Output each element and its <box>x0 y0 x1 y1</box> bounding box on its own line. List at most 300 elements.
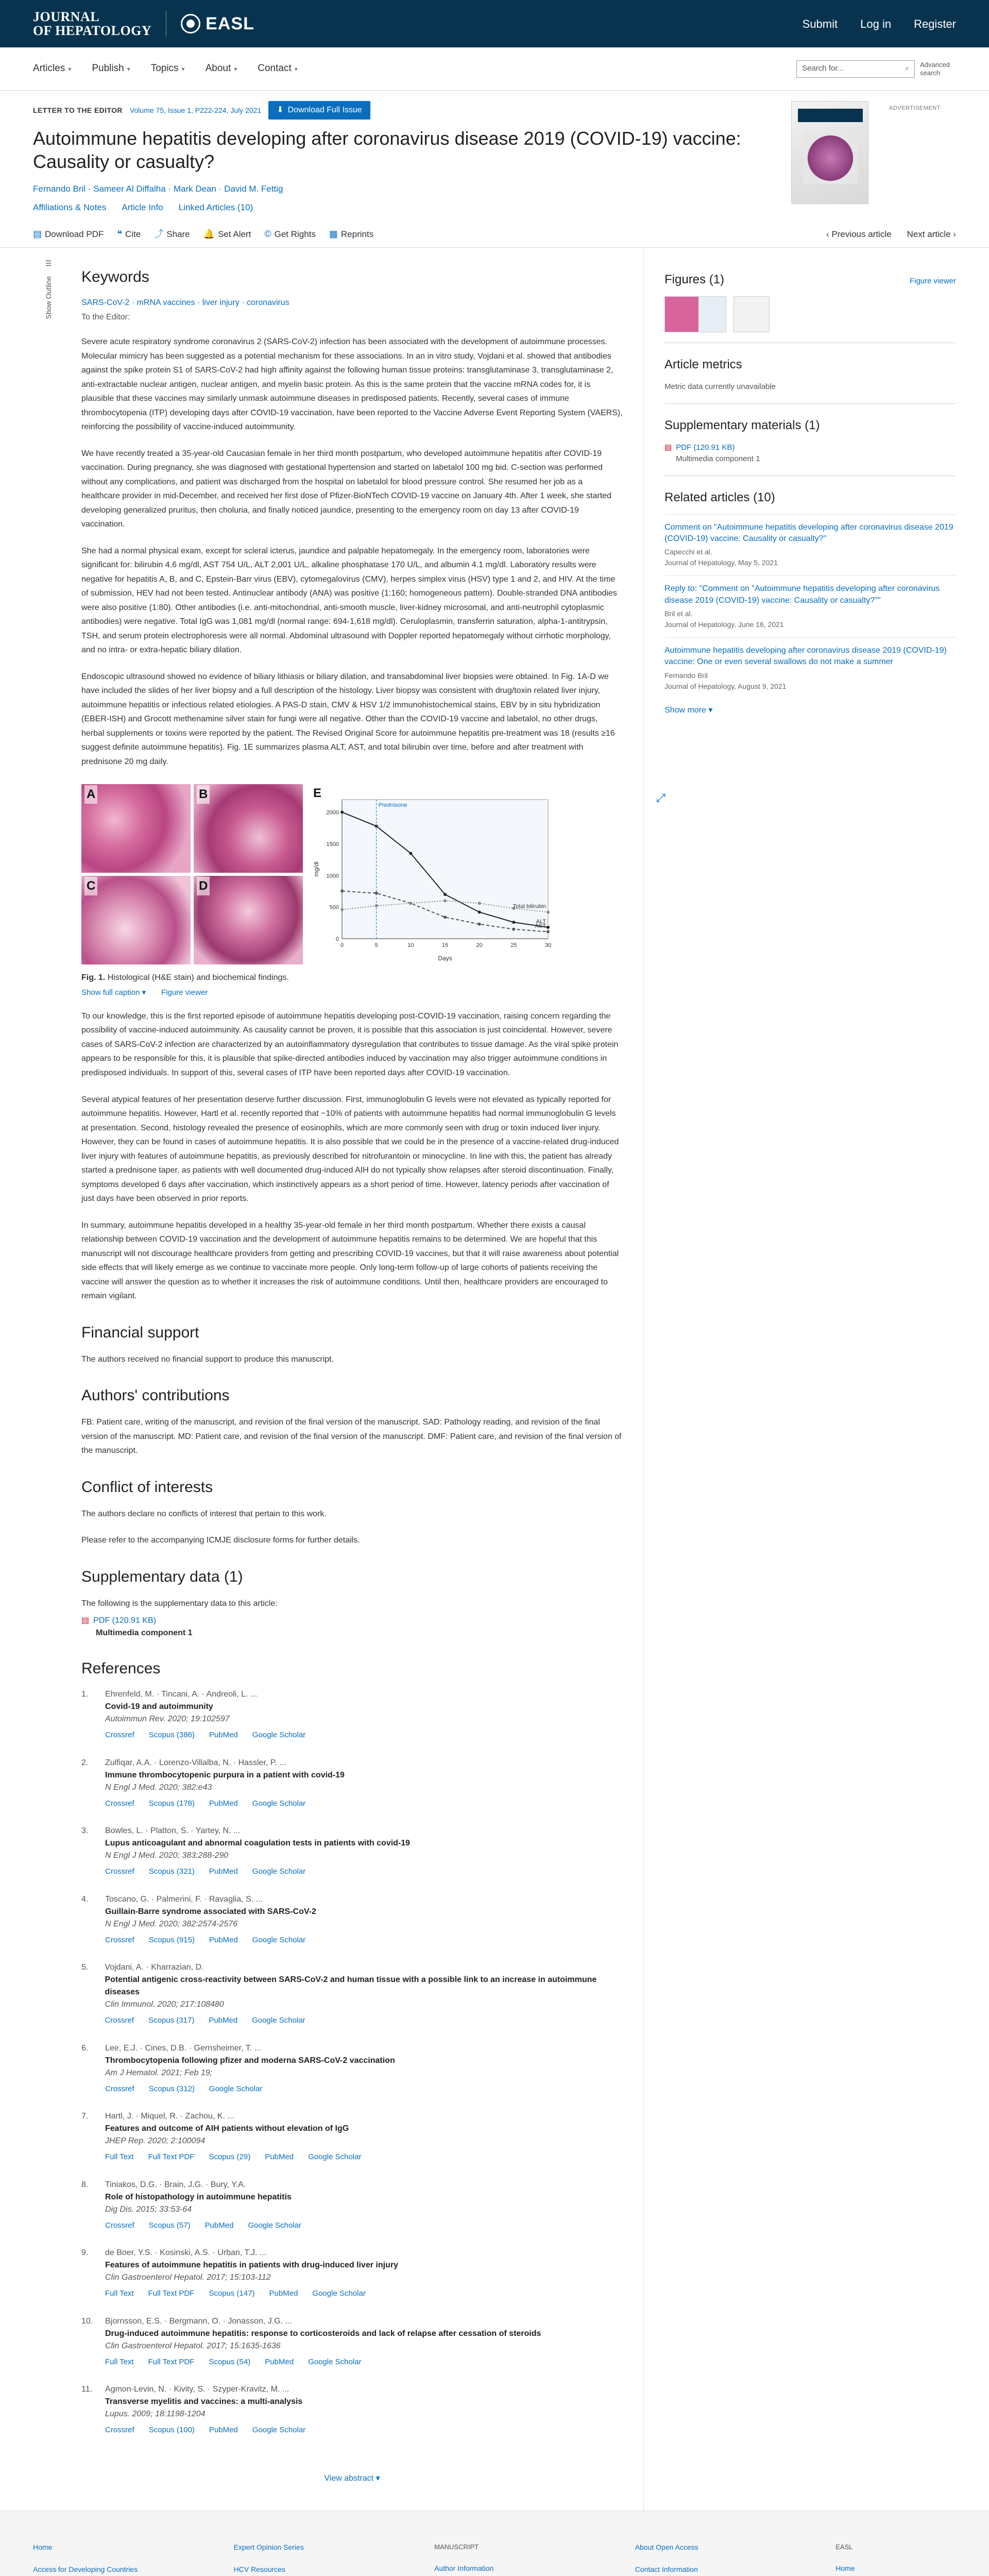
x-tick-label: 20 <box>476 942 483 949</box>
figure-viewer-link[interactable]: Figure viewer <box>161 988 208 997</box>
related-article-meta: Capecchi et al. Journal of Hepatology, May 5, 2021 <box>664 548 778 567</box>
histology-panel-a <box>81 784 191 873</box>
article-info-link[interactable]: Article Info <box>122 202 163 212</box>
reference-link[interactable]: Google Scholar <box>252 1731 306 1740</box>
x-tick-label: 0 <box>340 942 344 949</box>
body-paragraph: To our knowledge, this is the first reported episode of autoimmune hepatitis developing post-COVID-19 vaccination, raising concern regarding the possibility of vaccine-induced autoimmunity. As causality cannot be proven, it is possible that this association is just coincidental. However, severe cases of SARS-CoV-2 infection are characterized by an autoinflammatory dysregulation that contributes to tissue damage. As the viral spike protein appears to be responsible for this, it is plausible that spike-directed antibodies induced by vaccination may also trigger autoimmune conditions in predisposed individuals. In support of this, several cases of ITP have been reported days after COVID-19 vaccination. <box>81 1011 619 1077</box>
previous-article-link[interactable] <box>826 228 892 241</box>
panel-label: A <box>84 785 97 804</box>
reference-source: N Engl J Med. 2020; 382:2574-2576 <box>105 1919 238 1928</box>
financial-support-text: The authors received no financial support to produce this manuscript. <box>81 1354 334 1364</box>
reference-item <box>81 1893 623 1946</box>
previous-article-label: Previous article <box>831 229 892 239</box>
article-header <box>0 91 989 223</box>
share-icon: ⤴ <box>154 229 164 239</box>
reference-link[interactable]: Google Scholar <box>252 1935 306 1944</box>
reprints-button[interactable] <box>329 227 373 241</box>
search-placeholder: Search for... <box>802 64 844 73</box>
financial-support-heading: Financial support <box>81 1324 199 1341</box>
easl-mark-icon <box>181 14 200 33</box>
reference-link[interactable]: Full Text PDF <box>148 2357 195 2366</box>
show-full-caption-link[interactable] <box>81 987 146 999</box>
copyright-icon: © <box>264 229 271 239</box>
sidebar-supp-pdf-link[interactable] <box>664 442 956 454</box>
related-card-heading <box>664 488 956 507</box>
reference-number: 9. <box>81 2248 89 2258</box>
reference-authors: Vojdani, A. · Kharrazian, D. <box>105 1963 204 1972</box>
site-footer <box>0 2511 989 2576</box>
sidebar-supp-pdf-label: PDF (120.91 KB) <box>676 443 735 452</box>
reference-link[interactable]: Scopus (915) <box>148 1935 195 1944</box>
journal-cover-image[interactable] <box>791 101 868 204</box>
chevron-down-icon: ▾ <box>234 65 237 73</box>
download-icon: ⬇ <box>277 106 284 114</box>
panel-label: D <box>197 877 210 895</box>
data-point <box>478 902 481 905</box>
figures-card-title: Figures (1) <box>664 273 725 286</box>
related-article[interactable] <box>664 514 956 576</box>
series-label: Total bilirubin <box>513 903 546 910</box>
page-body <box>0 248 989 2511</box>
reference-item <box>81 2042 623 2095</box>
footer-link[interactable]: Access for Developing Countries <box>33 2565 138 2573</box>
footer-link[interactable]: About Open Access <box>635 2543 698 2551</box>
reference-source: Clin Gastroenterol Hepatol. 2017; 15:103-112 <box>105 2273 271 2282</box>
reference-authors: Bowles, L. · Platton, S. · Yartey, N. ... <box>105 1826 241 1836</box>
reference-link[interactable]: PubMed <box>265 2153 294 2162</box>
reference-link[interactable]: Full Text <box>105 2357 134 2366</box>
y-tick-label: 500 <box>329 905 339 911</box>
reference-link[interactable]: Scopus (386) <box>148 1731 195 1740</box>
sidebar-supp-sub: Multimedia component 1 <box>676 454 760 463</box>
reference-authors: Lee, E.J. · Cines, D.B. · Gernsheimer, T. ... <box>105 2043 261 2053</box>
reference-link[interactable]: Scopus (54) <box>209 2357 251 2366</box>
advertisement-label: ADVERTISEMENT <box>889 105 941 111</box>
reference-link[interactable]: Scopus (147) <box>209 2289 255 2298</box>
reference-body <box>105 1688 305 1741</box>
x-tick-label: 10 <box>407 942 414 949</box>
hamburger-icon: ☰ <box>45 259 52 267</box>
nav-publish[interactable] <box>92 61 130 76</box>
footer-link[interactable]: Expert Opinion Series <box>233 2543 304 2551</box>
data-point <box>340 890 344 893</box>
reference-link[interactable]: Google Scholar <box>252 2426 306 2435</box>
histology-panel-c <box>81 876 191 964</box>
reference-links <box>105 1935 316 1946</box>
body-paragraph: Endoscopic ultrasound showed no evidence of biliary lithiasis or biliary dilation, and transabdominal liver biopsies were obtained. In Fig. 1A-D we have included the slides of her liver biopsy and a full description of the histology. Liver biopsy was consistent with drug/toxin related liver injury, autoimmune hepatitis or infectious related etiologies. A PAS-D stain, CMV & HSV 1/2 immunohistochemical stains, EBV by in situ hybridization (EBER-ISH) and Grocott methenamine silver stain for fungi were all negative. Other than the COVID-19 vaccine and labetalol, no other drugs, herbal supplements or toxins were reported by the patient. The Revised Original Score for autoimmune hepatitis pre-treatment was 18 (results ≥16 suggest definite autoimmune hepatitis). Fig. 1E summarizes plasma ALT, AST, and total bilirubin over time, before and after treatment with prednisone 20 mg daily. <box>81 672 615 766</box>
reference-number: 5. <box>81 1963 89 1972</box>
footer-column <box>234 2542 435 2576</box>
metrics-card <box>664 343 956 403</box>
reference-body <box>105 2383 305 2436</box>
author-link[interactable]: Mark Dean <box>173 184 216 194</box>
related-article-title: Comment on "Autoimmune hepatitis developing after coronavirus disease 2019 (COVID-19) vaccine: Causality or casualty?" <box>664 522 953 543</box>
reference-link[interactable]: Crossref <box>105 1935 134 1944</box>
reprints-label: Reprints <box>340 229 374 239</box>
top-header <box>0 0 989 47</box>
sidebar-figure-viewer-link[interactable]: Figure viewer <box>909 277 956 285</box>
reference-body <box>105 2179 301 2232</box>
reference-item <box>81 2179 623 2232</box>
author-link[interactable]: David M. Fettig <box>224 184 283 194</box>
x-axis-label: Days <box>438 955 452 962</box>
chevron-right-icon: › <box>950 229 956 239</box>
reference-item <box>81 2110 623 2163</box>
data-point <box>409 902 412 905</box>
easl-logo[interactable] <box>181 11 254 37</box>
y-tick-label: 1500 <box>326 841 339 848</box>
reference-link[interactable]: Scopus (312) <box>148 2084 195 2093</box>
set-alert-label: Set Alert <box>218 229 251 239</box>
keywords-heading: Keywords <box>81 268 149 285</box>
related-article[interactable] <box>664 575 956 637</box>
reference-number: 11. <box>81 2385 93 2394</box>
author-separator: · <box>168 184 172 194</box>
article-title: Autoimmune hepatitis developing after coronavirus disease 2019 (COVID-19) vaccine: Causality or casualty? <box>33 128 741 172</box>
reference-item <box>81 2315 623 2368</box>
nav-about[interactable] <box>206 61 237 76</box>
reference-number: 8. <box>81 2180 89 2189</box>
view-abstract-label: View abstract <box>324 2473 374 2483</box>
figure-thumbnails <box>664 296 956 332</box>
chevron-left-icon: ‹ <box>826 229 832 239</box>
footer-column <box>33 2542 234 2576</box>
reference-item <box>81 1757 623 1810</box>
related-article-meta: Bril et al. Journal of Hepatology, June 16, 2021 <box>664 609 784 629</box>
reference-link[interactable]: PubMed <box>209 2016 238 2025</box>
reference-link[interactable]: Full Text <box>105 2153 134 2162</box>
related-article-title: Reply to: "Comment on "Autoimmune hepatitis developing after coronavirus disease 2019 (COVID-19) vaccine: Causality or casualty?"" <box>664 584 940 605</box>
download-pdf-label: Download PDF <box>45 229 104 239</box>
conflict-text: The authors declare no conflicts of interest that pertain to this work. <box>81 1509 327 1518</box>
reference-link[interactable]: Google Scholar <box>252 2016 305 2025</box>
data-point <box>478 911 481 914</box>
reference-link[interactable]: PubMed <box>204 2221 234 2230</box>
reference-link[interactable]: PubMed <box>209 1935 238 1944</box>
show-outline-toggle[interactable] <box>33 258 64 319</box>
reference-source: Clin Gastroenterol Hepatol. 2017; 15:1635-1636 <box>105 2341 281 2350</box>
footer-heading: EASL <box>835 2543 853 2551</box>
footer-link[interactable]: Home <box>835 2564 855 2573</box>
main-nav <box>0 47 989 91</box>
reference-number: 3. <box>81 1826 89 1836</box>
treatment-annotation: Prednisone <box>378 802 407 809</box>
y-axis-label: mg/dl <box>313 861 320 877</box>
register-link[interactable]: Register <box>914 17 956 30</box>
metrics-card-title: Article metrics <box>664 358 742 371</box>
reference-title: Guillain-Barre syndrome associated with SARS-CoV-2 <box>105 1907 316 1916</box>
download-full-issue-label: Download Full Issue <box>287 106 362 114</box>
reference-title: Covid-19 and autoimmunity <box>105 1702 213 1711</box>
left-rail <box>33 248 64 2511</box>
nav-contact[interactable] <box>258 61 298 76</box>
journal-logo[interactable] <box>33 10 151 38</box>
reference-item <box>81 1825 623 1878</box>
reference-link[interactable]: Google Scholar <box>252 1799 306 1808</box>
reference-body <box>105 2110 361 2163</box>
supplementary-pdf-label: PDF (120.91 KB) <box>93 1616 156 1625</box>
reference-link[interactable]: Scopus (100) <box>148 2426 195 2435</box>
login-link[interactable]: Log in <box>860 17 892 30</box>
search-icon[interactable]: ⌕ <box>905 64 909 73</box>
reference-title: Potential antigenic cross-reactivity between SARS-CoV-2 and human tissue with a possible link to an increase in autoimmune diseases <box>105 1975 597 1997</box>
reference-link[interactable]: Scopus (57) <box>148 2221 191 2230</box>
figure-thumbnail[interactable] <box>664 296 726 332</box>
y-tick-label: 1000 <box>326 873 339 879</box>
footer-link[interactable]: Home <box>33 2543 53 2551</box>
references-heading: References <box>81 1660 161 1677</box>
footer-column <box>835 2542 956 2576</box>
bell-icon: 🔔 <box>203 229 215 239</box>
reference-link[interactable]: PubMed <box>209 2426 238 2435</box>
reference-link[interactable]: Crossref <box>105 2221 134 2230</box>
reference-links <box>105 2357 541 2368</box>
article-main <box>64 248 666 2511</box>
pdf-icon: ▤ <box>81 1616 90 1625</box>
footer-columns <box>33 2542 956 2576</box>
get-rights-label: Get Rights <box>274 229 316 239</box>
reference-link[interactable]: Scopus (178) <box>148 1799 195 1808</box>
reference-links <box>105 1730 305 1741</box>
get-rights-button[interactable] <box>264 227 316 241</box>
data-point <box>478 923 481 926</box>
to-editor-line: To the Editor: <box>81 313 130 321</box>
series-label: ALT <box>536 919 546 925</box>
histology-panel-d <box>194 876 303 964</box>
issue-citation-link[interactable]: Volume 75, Issue 1, P222-224, July 2021 <box>129 106 262 114</box>
reference-source: JHEP Rep. 2020; 2:100094 <box>105 2137 206 2146</box>
right-sidebar <box>644 248 956 2511</box>
figure-links <box>81 987 623 999</box>
reference-source: N Engl J Med. 2020; 382:e43 <box>105 1783 212 1792</box>
affiliations-link[interactable]: Affiliations & Notes <box>33 202 107 212</box>
easl-logo-text: EASL <box>206 13 254 33</box>
reference-authors: Agmon-Levin, N. · Kivity, S. · Szyper-Kravitz, M. ... <box>105 2385 289 2394</box>
download-pdf-button[interactable] <box>33 227 104 241</box>
reference-authors: Hartl, J. · Miquel, R. · Zachou, K. ... <box>105 2112 234 2121</box>
body-paragraph: In summary, autoimmune hepatitis developed in a healthy 35-year-old female in her third month postpartum. Whether there exists a causal relationship between COVID-19 vaccination and the development of autoimmune hepatitis remains to be determined. We are hopeful that this manuscript will not discourage healthcare providers from getting and prescribing COVID-19 vaccines, but that it will raise awareness about potential side effects that will likely emerge as we continue to vaccinate more people. Only long-term follow-up of large cohorts of patients receiving the vaccine will answer the question as to whether it increases the risk of autoimmune conditions. Until then, healthcare providers are encouraged to remain vigilant. <box>81 1221 619 1301</box>
reference-links <box>105 1866 410 1878</box>
reference-link[interactable]: PubMed <box>209 1731 238 1740</box>
nav-topics-label: Topics <box>150 63 179 74</box>
reference-link[interactable]: Scopus (29) <box>209 2153 251 2162</box>
supplementary-intro: The following is the supplementary data to this article: <box>81 1599 278 1608</box>
y-tick-label: 0 <box>335 936 339 943</box>
reference-link[interactable]: Google Scholar <box>308 2153 362 2162</box>
show-more-related-button[interactable] <box>664 704 956 717</box>
body-paragraph: Several atypical features of her presentation deserve further discussion. First, immunoglobulin G levels were not elevated as typically reported for autoimmune hepatitis. However, Hartl et al. recently reported that ~10% of patients with autoimmune hepatitis had normal immunoglobulin G levels at presentation. Second, histology revealed the presence of eosinophils, which are more commonly seen with drug or toxin induced liver injury. However, they can be found in cases of autoimmune hepatitis. It is also possible that we could be in the presence of a vaccine-related drug-induced liver injury with features of autoimmune hepatitis, as previously described for nitrofurantoin or minocycline. In line with this, the patient has already started a prednisone taper, as patients with well documented drug-induced AIH do not typically show relapses after steroid discontinuation. Finally, symptoms developed 6 days after vaccination, which instinctively appears as a short period of time. However, latency periods after vaccination of just days have been observed in prior reports. <box>81 1095 619 1204</box>
cite-button[interactable] <box>117 227 141 241</box>
share-button[interactable] <box>154 227 190 241</box>
reference-link[interactable]: PubMed <box>209 1799 238 1808</box>
reference-number: 7. <box>81 2112 89 2121</box>
nav-topics[interactable] <box>151 61 185 76</box>
search-input[interactable] <box>796 60 915 78</box>
footer-heading: MANUSCRIPT <box>434 2543 479 2551</box>
nav-publish-label: Publish <box>92 63 124 74</box>
reference-links <box>105 1798 345 1810</box>
pdf-icon: ▤ <box>33 229 42 239</box>
supplementary-component-label: Multimedia component 1 <box>96 1629 193 1638</box>
data-point <box>444 893 447 896</box>
x-tick-label: 15 <box>441 942 449 949</box>
chevron-down-icon: ▾ <box>294 65 298 73</box>
data-point <box>512 921 515 924</box>
reference-link[interactable]: Google Scholar <box>248 2221 301 2230</box>
figure-thumbnail[interactable] <box>734 296 770 332</box>
expand-icon[interactable]: ⤢ <box>656 791 666 805</box>
reference-item <box>81 1961 623 2027</box>
next-article-label: Next article <box>907 229 951 239</box>
author-link[interactable]: Sameer Al Diffalha <box>93 184 166 194</box>
reference-body <box>105 1961 623 2027</box>
reference-link[interactable]: Crossref <box>105 2426 134 2435</box>
reference-number: 6. <box>81 2043 89 2053</box>
footer-link[interactable]: HCV Resources <box>233 2565 285 2573</box>
reference-source: Dig Dis. 2015; 33:53-64 <box>105 2205 192 2214</box>
reference-link[interactable]: PubMed <box>265 2357 294 2366</box>
supplementary-card-heading <box>664 416 956 435</box>
footer-link[interactable]: Contact Information <box>635 2565 698 2573</box>
reference-body <box>105 2315 541 2368</box>
reference-item <box>81 2383 623 2436</box>
data-point <box>512 928 515 931</box>
share-label: Share <box>166 229 190 239</box>
set-alert-button[interactable] <box>203 227 251 241</box>
figure-caption-text: Histological (H&E stain) and biochemical findings. <box>107 973 289 982</box>
next-article-link[interactable] <box>907 228 956 241</box>
data-point <box>409 852 412 855</box>
article-toolbar <box>0 223 989 248</box>
histology-panel-b <box>194 784 303 873</box>
panel-label: E <box>313 786 322 801</box>
article-head <box>33 101 791 223</box>
reference-link[interactable]: PubMed <box>269 2289 298 2298</box>
footer-link[interactable]: Author Information <box>434 2564 494 2573</box>
supplementary-card-title: Supplementary materials (1) <box>664 418 820 432</box>
reference-title: Lupus anticoagulant and abnormal coagulation tests in patients with covid-19 <box>105 1839 411 1848</box>
related-article[interactable] <box>664 637 956 699</box>
reference-item <box>81 2247 623 2300</box>
chevron-down-icon: ▾ <box>708 705 713 715</box>
cover-area <box>791 101 956 223</box>
conflict-heading: Conflict of interests <box>81 1478 213 1496</box>
related-article-meta: Fernando Bril Journal of Hepatology, August 9, 2021 <box>664 671 787 690</box>
reference-link[interactable]: Google Scholar <box>308 2357 362 2366</box>
related-article-title: Autoimmune hepatitis developing after coronavirus disease 2019 (COVID-19) vaccine: One or even several swallows do not make a summer <box>664 646 947 667</box>
download-full-issue-button[interactable] <box>268 101 370 120</box>
body-paragraph: Severe acute respiratory syndrome coronavirus 2 (SARS-CoV-2) infection has been associated with the development of autoimmune processes. Molecular mimicry has been suggested as a potential mechanism for these associations. In an in vitro study, Vojdani et al. showed that antibodies against the spike protein S1 of SARS-CoV-2 had high affinity against the following human tissue proteins: transglutaminase 3, transglutaminase 2, anti-extractable nuclear antigen, nuclear antigen, and myelin basic protein. As this is the same protein that the vaccine mRNA codes for, it is plausible that these vaccines may similarly unmask autoimmune diseases in predisposed patients. Recently, several cases of immune thrombocytopenia (ITP) developing days after COVID-19 vaccination, have been reported to the Vaccine Adverse Event Reporting System (VAERS), reinforcing the possibility of vaccine-induced autoimmunity. <box>81 337 623 432</box>
reference-link[interactable]: Crossref <box>105 2084 134 2093</box>
reference-link[interactable]: PubMed <box>209 1867 238 1876</box>
linked-articles-link[interactable]: Linked Articles (10) <box>178 202 253 212</box>
reference-link[interactable]: Google Scholar <box>312 2289 366 2298</box>
submit-link[interactable]: Submit <box>802 17 838 30</box>
article-meta-links <box>33 201 771 214</box>
author-list <box>33 182 771 196</box>
nav-contact-label: Contact <box>258 63 292 74</box>
x-tick-label: 5 <box>374 942 378 949</box>
reference-links <box>105 2015 623 2027</box>
view-abstract-link[interactable] <box>81 2472 623 2485</box>
related-articles-card <box>664 476 956 727</box>
panel-label: B <box>197 785 210 804</box>
reference-authors: Ehrenfeld, M. · Tincani, A. · Andreoli, L. ... <box>105 1690 258 1699</box>
reference-body <box>105 1757 345 1810</box>
footer-column <box>434 2542 635 2576</box>
data-point <box>340 811 344 814</box>
nav-articles[interactable] <box>33 61 71 76</box>
reference-link[interactable]: Full Text PDF <box>148 2153 195 2162</box>
body-paragraph: She had a normal physical exam, except for scleral icterus, jaundice and palpable hepatomegaly. In the emergency room, laboratories were significant for: bilirubin 4.6 mg/dl, AST 754 U/L, ALT 2,001 U/L, alkaline phosphatase 170 U/L, and albumin 4.1 mg/dl. Laboratory results were negative for hepatitis A, B, and C, Epstein-Barr virus (EBV), cytomegalovirus (CMV), herpes simplex virus (HSV) type 1 and 2, and HIV. At the time of submission, HEV had not been tested. Antinuclear antibody (ANA) was positive (1:160; homogeneous pattern). Double-stranded DNA antibodies were also positive (1:80). Other antibodies (i.e. anti-mitochondrial, anti-smooth muscle, liver-kidney microsomal, and anti-neutrophil cytoplasmic antibodies) were negative. Total IgG was 1,081 mg/dl (normal range: 694-1,618 mg/dl). Ceruloplasmin, transferrin saturation, alpha-1-antitrypsin, TSH, and serum protein electrophoresis were all normal. Abdominal ultrasound with Doppler reported hepatomegaly without cirrhotic morphology, and no intra- or extra-hepatic biliary dilation. <box>81 546 617 655</box>
histology-panels[interactable] <box>81 784 303 964</box>
chevron-down-icon: ▾ <box>181 65 185 73</box>
article-type-label: LETTER TO THE EDITOR <box>33 106 123 114</box>
pdf-icon: ▤ <box>664 443 672 452</box>
advanced-search-link[interactable]: Advanced search <box>920 60 950 77</box>
reference-body <box>105 1893 316 1946</box>
figures-card <box>664 258 956 343</box>
reference-authors: de Boer, Y.S. · Kosinski, A.S. · Urban, T.J. ... <box>105 2248 267 2258</box>
chevron-down-icon: ▾ <box>376 2473 380 2483</box>
reference-title: Features and outcome of AIH patients without elevation of IgG <box>105 2124 349 2133</box>
supplementary-pdf-link[interactable] <box>81 1615 623 1627</box>
reference-title: Drug-induced autoimmune hepatitis: response to corticosteroids and lack of relapse after cessation of steroids <box>105 2329 541 2338</box>
reference-link[interactable]: Crossref <box>105 1867 134 1876</box>
reference-number: 1. <box>81 1690 89 1699</box>
x-tick-label: 30 <box>544 942 552 949</box>
reference-link[interactable]: Crossref <box>105 1799 134 1808</box>
reference-title: Transverse myelitis and vaccines: a multi-analysis <box>105 2397 303 2406</box>
reference-link[interactable]: Scopus (317) <box>148 2016 195 2025</box>
author-separator: · <box>88 184 91 194</box>
reference-link[interactable]: Scopus (321) <box>148 1867 195 1876</box>
reference-title: Features of autoimmune hepatitis in patients with drug-induced liver injury <box>105 2261 398 2270</box>
figures-card-heading <box>664 270 956 289</box>
quote-icon: ❝ <box>117 229 123 239</box>
supplementary-heading: Supplementary data (1) <box>81 1568 243 1585</box>
reference-link[interactable]: Full Text PDF <box>148 2289 195 2298</box>
reference-link[interactable]: Full Text <box>105 2289 134 2298</box>
show-full-caption-label: Show full caption <box>81 988 140 997</box>
reference-link[interactable]: Google Scholar <box>252 1867 306 1876</box>
reference-link[interactable]: Crossref <box>105 2016 134 2025</box>
supplementary-card <box>664 403 956 476</box>
reference-link[interactable]: Crossref <box>105 1731 134 1740</box>
author-link[interactable]: Fernando Bril <box>33 184 86 194</box>
show-more-label: Show more <box>664 705 706 715</box>
series-label: AST <box>535 923 546 929</box>
figure-1 <box>81 784 666 964</box>
reference-source: Lupus. 2009; 18:1198-1204 <box>105 2410 206 2419</box>
nav-about-label: About <box>205 63 231 74</box>
contributions-text: FB: Patient care, writing of the manuscript, and revision of the final version of the manuscript. SAD: Pathology reading, and revision of the final version of the manuscript. MD: Patient care, and revision of the final version of the manuscript. DMF: Patient care, and revision of the final version of the manuscript. <box>81 1418 622 1455</box>
reference-links <box>105 2220 301 2232</box>
footer-column <box>635 2542 836 2576</box>
data-point <box>340 908 344 911</box>
reference-source: N Engl J Med. 2020; 383:288-290 <box>105 1851 229 1860</box>
biochem-chart-panel[interactable] <box>311 784 558 964</box>
chevron-down-icon: ▾ <box>142 988 146 997</box>
article-label-line <box>33 101 771 120</box>
reference-links <box>105 2083 395 2095</box>
reference-link[interactable]: Google Scholar <box>209 2084 263 2093</box>
reference-title: Thrombocytopenia following pfizer and moderna SARS-CoV-2 vaccination <box>105 2056 395 2065</box>
account-links <box>803 15 956 32</box>
keyword-list[interactable]: SARS-CoV-2 · mRNA vaccines · liver injury · coronavirus <box>81 298 289 307</box>
reference-authors: Zulfiqar, A.A. · Lorenzo-Villalba, N. · Hassler, P. ... <box>105 1758 286 1767</box>
conflict-disclosure-text: Please refer to the accompanying ICMJE disclosure forms for further details. <box>81 1536 360 1545</box>
